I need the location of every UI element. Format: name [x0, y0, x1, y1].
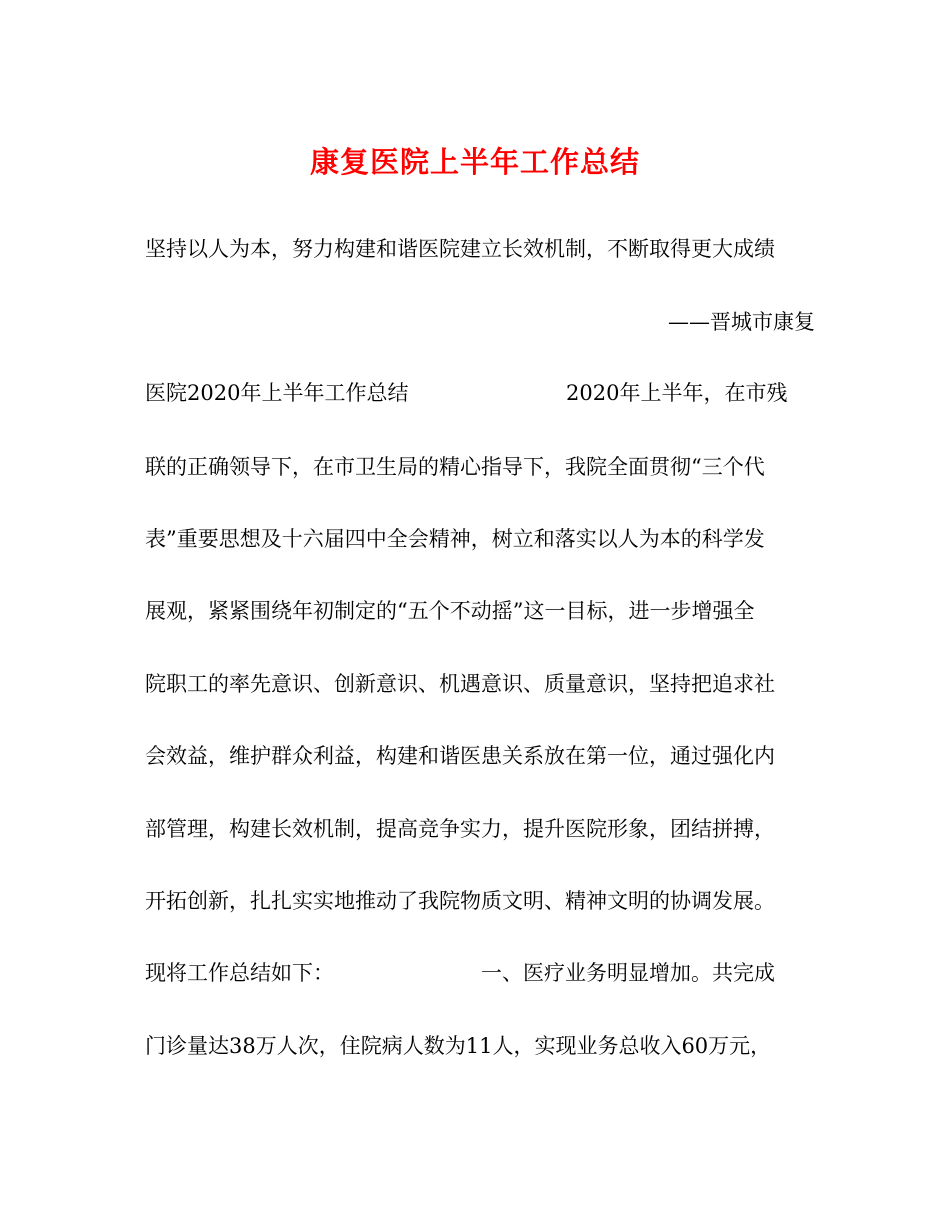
body-line-1a: 医院2020年上半年工作总结 [145, 381, 409, 405]
body-line-4: 展观，紧紧围绕年初制定的“五个不动摇”这一目标，进一步增强全 [145, 599, 755, 623]
body-line-3: 表”重要思想及十六届四中全会精神，树立和落实以人为本的科学发 [145, 527, 765, 551]
subtitle-line: 坚持以人为本，努力构建和谐医院建立长效机制，不断取得更大成绩 [145, 237, 775, 261]
body-line-1b: 2020年上半年，在市残 [566, 381, 788, 405]
author-line: ——晋城市康复 [668, 310, 815, 334]
document-title: 康复医院上半年工作总结 [309, 145, 640, 179]
body-line-2: 联的正确领导下，在市卫生局的精心指导下，我院全面贯彻“三个代 [145, 455, 765, 479]
body-line-10: 门诊量达38万人次，住院病人数为11人，实现业务总收入60万元， [145, 1034, 772, 1058]
body-line-6: 会效益，维护群众利益，构建和谐医患关系放在第一位，通过强化内 [145, 744, 775, 768]
body-line-7: 部管理，构建长效机制，提高竞争实力，提升医院形象，团结拼搏， [145, 817, 775, 841]
body-line-9b: 一、医疗业务明显增加。共完成 [481, 961, 775, 985]
body-line-8: 开拓创新，扎扎实实地推动了我院物质文明、精神文明的协调发展。 [145, 889, 775, 913]
body-line-5: 院职工的率先意识、创新意识、机遇意识、质量意识，坚持把追求社 [145, 672, 775, 696]
body-line-9a: 现将工作总结如下： [145, 961, 334, 985]
